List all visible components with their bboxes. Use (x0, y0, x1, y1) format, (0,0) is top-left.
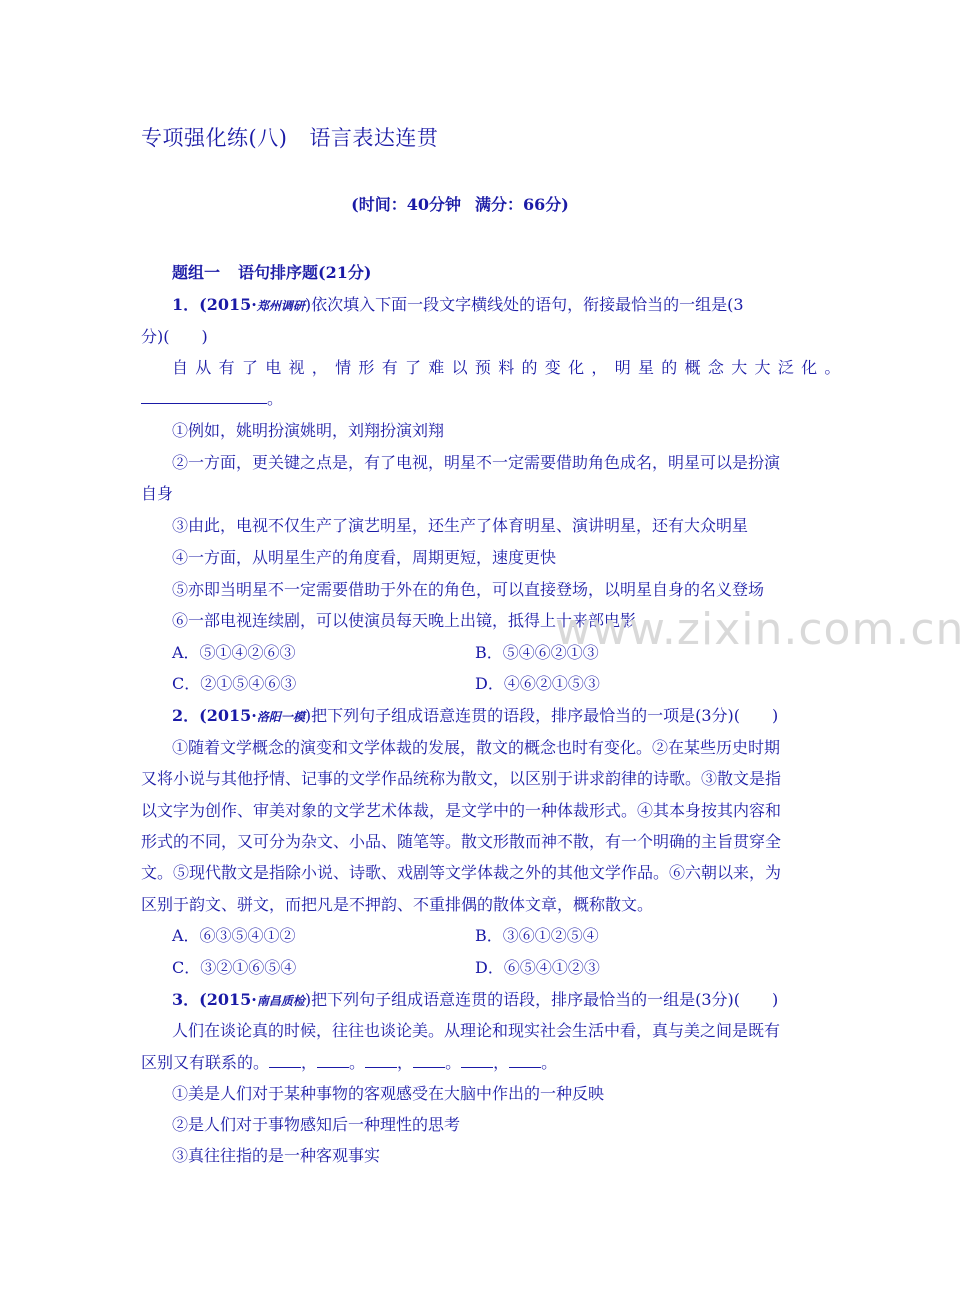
q3-blank[interactable] (269, 1053, 301, 1068)
q1-number: 1．(2015· (172, 295, 257, 314)
q3-passage-line: 人们在谈论真的时候，往往也谈论美。从理论和现实社会生活中看，真与美之间是既有 (172, 1021, 781, 1040)
q1-item: ⑤亦即当明星不一定需要借助于外在的角色，可以直接登场，以明星自身的名义登场 (172, 580, 765, 599)
q2-passage-line: ①随着文学概念的演变和文学体裁的发展，散文的概念也时有变化。②在某些历史时期 (172, 738, 781, 757)
q3-stem (172, 987, 778, 1010)
q2-option-d[interactable]: D．⑥⑤④①②③ (475, 958, 600, 977)
time-score-info (0, 192, 920, 215)
q3-blank[interactable] (365, 1053, 397, 1068)
q2-stem-text: )把下列句子组成语意连贯的语段，排序最恰当的一项是(3分)( ) (304, 706, 779, 725)
q3-number: 3．(2015· (172, 990, 257, 1009)
q1-passage: 自从有了电视，情形有了难以预料的变化，明星的概念大大泛化。 (172, 358, 848, 377)
q1-item: ④一方面，从明星生产的角度看，周期更短，速度更快 (172, 548, 557, 567)
title-main: 专项强化练(八) (141, 126, 288, 150)
q1-item-cont: 自身 (141, 484, 174, 503)
q2-stem (172, 703, 778, 726)
title-sub: 语言表达连贯 (309, 126, 439, 150)
group-name: 语句排序题(21分) (238, 263, 372, 282)
time-limit: (时间：40分钟 (351, 195, 461, 214)
q1-blank-line: 。 (141, 386, 283, 409)
q2-passage-line: 形式的不同，又可分为杂文、小品、随笔等。散文形散而神不散，有一个明确的主旨贯穿全 (141, 832, 782, 851)
q2-option-c[interactable]: C．③②①⑥⑤④ (172, 958, 297, 977)
q1-stem-cont: 分)( ) (141, 327, 208, 346)
q2-option-b[interactable]: B．③⑥①②⑤④ (475, 926, 599, 945)
q2-passage-line: 文。⑤现代散文是指除小说、诗歌、戏剧等文学体裁之外的其他文学作品。⑥六朝以来，为 (141, 863, 782, 882)
q2-option-a[interactable]: A．⑥③⑤④①② (172, 926, 296, 945)
q3-blank[interactable] (461, 1053, 493, 1068)
q1-item: ①例如，姚明扮演姚明，刘翔扮演刘翔 (172, 421, 445, 440)
q3-source: 南昌质检 (256, 994, 305, 1008)
q3-stem-text: )把下列句子组成语意连贯的语段，排序最恰当的一组是(3分)( ) (304, 990, 779, 1009)
q1-option-c[interactable]: C．②①⑤④⑥③ (172, 674, 297, 693)
q1-stem-text: )依次填入下面一段文字横线处的语句，衔接最恰当的一组是(3 (304, 295, 744, 314)
watermark: www.zixin.com.cn (555, 604, 964, 655)
q3-blank[interactable] (413, 1053, 445, 1068)
q1-item: ③由此，电视不仅生产了演艺明星，还生产了体育明星、演讲明星，还有大众明星 (172, 516, 749, 535)
page-title (141, 122, 438, 152)
q3-item: ③真往往指的是一种客观事实 (172, 1146, 381, 1165)
q1-option-d[interactable]: D．④⑥②①⑤③ (475, 674, 600, 693)
q2-passage-line: 以文字为创作、审美对象的文学艺术体裁，是文学中的一种体裁形式。④其本身按其内容和 (141, 801, 782, 820)
q2-passage-line: 又将小说与其他抒情、记事的文学作品统称为散文，以区别于讲求韵律的诗歌。③散文是指 (141, 769, 782, 788)
full-score: 满分：66分) (475, 195, 569, 214)
group-heading (172, 260, 371, 283)
q1-answer-blank[interactable] (141, 389, 267, 404)
q1-source: 郑州调研 (256, 299, 305, 313)
q3-item: ①美是人们对于某种事物的客观感受在大脑中作出的一种反映 (172, 1084, 605, 1103)
q2-passage-line: 区别于韵文、骈文，而把凡是不押韵、不重排偶的散体文章，概称散文。 (141, 895, 654, 914)
group-label: 题组一 (172, 263, 221, 282)
q3-item: ②是人们对于事物感知后一种理性的思考 (172, 1115, 461, 1134)
q1-item: ⑥一部电视连续剧，可以使演员每天晚上出镜，抵得上十来部电影 (172, 611, 637, 630)
q3-passage-blanks: 区别又有联系的。 ， 。 ， 。 ， 。 (141, 1053, 558, 1072)
q2-number: 2．(2015· (172, 706, 257, 725)
q1-option-a[interactable]: A．⑤①④②⑥③ (172, 643, 296, 662)
q1-option-b[interactable]: B．⑤④⑥②①③ (475, 643, 599, 662)
q1-stem (172, 292, 744, 315)
q2-source: 洛阳一模 (256, 710, 305, 724)
q1-item: ②一方面，更关键之点是，有了电视，明星不一定需要借助角色成名，明星可以是扮演 (172, 453, 781, 472)
q3-blank[interactable] (317, 1053, 349, 1068)
q3-blank[interactable] (509, 1053, 541, 1068)
